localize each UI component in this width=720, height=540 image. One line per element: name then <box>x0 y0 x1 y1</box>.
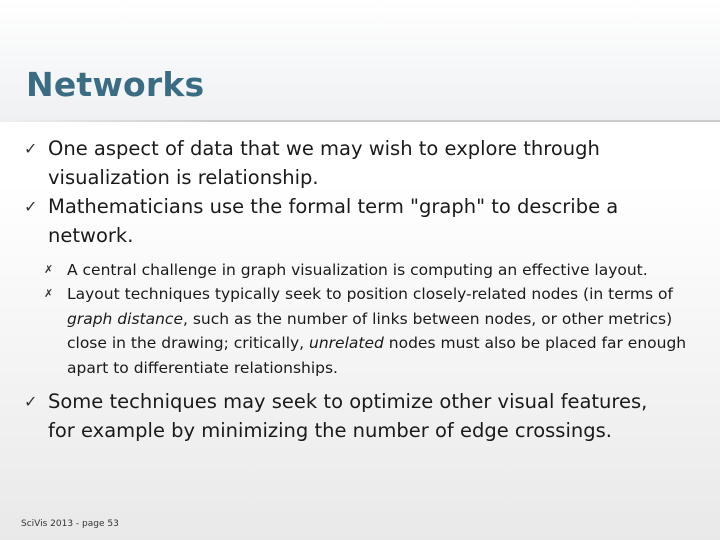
checkmark-icon: ✓ <box>24 139 38 158</box>
cross-icon: ✗ <box>44 263 54 276</box>
sub-bullet-item <box>0 282 720 380</box>
emphasis-graph-distance: graph distance <box>67 309 183 328</box>
sub-bullet-text: A central challenge in graph visualization is computing an effective layout. <box>67 261 648 279</box>
spacer <box>0 250 720 258</box>
cross-icon: ✗ <box>44 287 54 301</box>
emphasis-unrelated: unrelated <box>309 334 384 353</box>
slide-title: Networks <box>26 65 205 104</box>
checkmark-icon: ✓ <box>24 392 38 412</box>
bullet-item <box>0 134 720 192</box>
bullet-text: Some techniques may seek to optimize other visual features, for example by minimizing the number of edge crossings. <box>48 390 648 443</box>
text-segment: nodes must also be placed far enough apart to differentiate relationships. <box>67 334 687 377</box>
bullet-item <box>0 192 720 250</box>
sub-bullet-item <box>0 258 720 282</box>
slide-footer: SciVis 2013 - page 53 <box>21 519 119 529</box>
sub-bullet-text <box>67 285 686 376</box>
bullet-text: One aspect of data that we may wish to explore through visualization is relationship. <box>48 137 600 189</box>
bullet-list <box>0 134 720 445</box>
checkmark-icon: ✓ <box>24 197 38 216</box>
bullet-text: Mathematicians use the formal term "graph" to describe a network. <box>48 195 619 247</box>
text-segment: Layout techniques typically seek to position closely-related nodes (in terms of <box>67 285 673 304</box>
bullet-item <box>0 387 720 445</box>
spacer <box>0 380 720 387</box>
text-segment: , such as the number of links between nodes, or other metrics) close in the drawing; critically, <box>67 309 673 353</box>
